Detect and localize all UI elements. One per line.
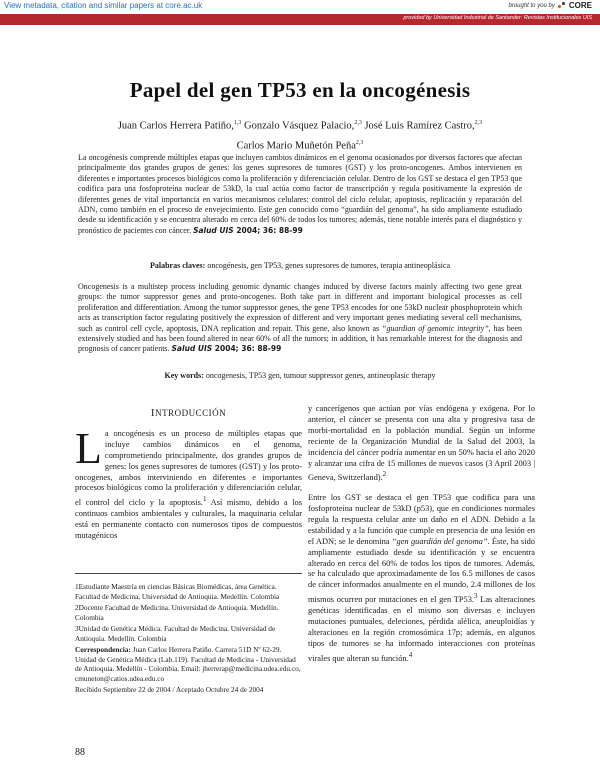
author-affil: 2,3 xyxy=(354,120,362,126)
author-line-2 xyxy=(60,135,540,155)
view-metadata-label: View metadata, citation and similar papers at xyxy=(4,1,166,10)
author-line-1 xyxy=(60,115,540,135)
keywords-en-text: oncogenesis, TP53 gen, tumour suppressor genes, antineoplasic therapy xyxy=(203,371,436,380)
author-affil: 2,3 xyxy=(474,120,483,126)
provided-by-text: provided by Universidad Industrial de Santander: Revistas Institucionales UIS xyxy=(403,15,592,21)
heading-rest: NTRODUCCIÓN xyxy=(155,408,227,418)
author-affil: 1,3 xyxy=(233,120,242,126)
core-banner xyxy=(0,0,600,13)
journal-name: Salud UIS xyxy=(193,225,234,235)
right-p1-text: y cancerígenos que actúan por vías endógena y exógena. Por lo anterior, el cáncer se presenta con una alta y progresiva tasa de morbi-mortalidad en la población mundial. Según un informe reciente de la Organización Mundial de la Salud del 2003, la incidencia del cáncer podría aumentar en un 50% hacia el año 2020 y alcanzar una cifra de 15 millones de nuevos casos (3 April 2003 | Geneva, Switzerland). xyxy=(308,404,535,483)
keywords-es-label: Palabras claves: xyxy=(150,261,206,270)
correspondence-label: Correspondencia: xyxy=(75,645,131,654)
author-name: Juan Carlos Herrera Patiño, xyxy=(117,120,234,132)
right-p2-quote: “gen guardián del genoma” xyxy=(391,536,488,546)
footnotes xyxy=(75,582,302,697)
abstract-es-text: La oncogénesis comprende múltiples etapas que incluyen cambios dinámicos en el genoma ocasionados por diversos factores que afectan principalmente dos grandes grupos de genes: los genes supresores de tumores (GST) y los proto-oncogenes. Ambos intervienen en diferentes e importantes procesos biológicos como la proliferación y diferenciación celular. Dentro de los GST se destaca el gen TP53 que codifica para una fosfoproteína nuclear de 53kD, la cual actúa como factor de transcripción y regula positivamente la expresión de diferentes genes de vital importancia en varios mecanismos celulares: control del ciclo celular, apoptosis, replicación y reparación del ADN, como también en el proceso de envejecimiento. Este gen conocido como “guardián del genoma”, ha sido ampliamente estudiado desde su identificación y se encuentra alterado en cerca del 60% de todos los tumores; además, tiene notable interés para el diagnóstico y pronóstico de pacientes con cáncer. xyxy=(78,153,522,235)
abstract-english xyxy=(78,282,522,355)
paper-title: Papel del gen TP53 en la oncogénesis xyxy=(129,78,471,102)
brought-by-label: brought to you by xyxy=(508,2,555,9)
page-number: 88 xyxy=(75,747,85,758)
core-logo-text: CORE xyxy=(568,1,592,10)
right-paragraph-2 xyxy=(308,493,535,664)
author-name: Carlos Mario Muñetón Peña xyxy=(236,140,356,151)
keywords-en-label: Key words: xyxy=(164,371,204,380)
abstract-en-part2: , has been extensively studied and has been found altered in near 60% of all the tumors; in addition, it has remarkable interest for the diagnosis and prognosis of cancer patients. xyxy=(78,323,523,354)
author-name: José Luis Ramírez Castro, xyxy=(361,120,475,132)
correspondence xyxy=(75,645,302,683)
footnote-3: 3Unidad de Genética Médica. Facultad de Medicina. Universidad de Antioquia. Medellín. Colombia xyxy=(75,624,276,643)
core-logo-icon xyxy=(558,2,566,10)
footnote-2: 2Docente Facultad de Medicina. Universidad de Antioquia. Medellín. Colombia xyxy=(75,603,279,622)
author-name: Gonzalo Vásquez Palacio, xyxy=(241,120,355,132)
right-paragraph-1 xyxy=(308,404,535,484)
heading-initial: I xyxy=(150,407,156,419)
keywords-es-text: oncogénesis, gen TP53, genes supresores de tumores, terapia antineoplásica xyxy=(205,261,450,270)
journal-name-en: Salud UIS xyxy=(171,344,213,354)
citation: 2 xyxy=(382,470,387,479)
intro-text-a: a oncogénesis es un proceso de múltiples etapas que incluye cambios dinámicos en el genoma, comprometiendo principalmente, dos grandes grupos de genes: los genes supresores de tumores (GST) y los proto-oncogenes, ambos interviniendo en diferentes e importantes procesos biológicos como la proliferación y diferenciación celular, el control del ciclo y la apoptosis. xyxy=(75,428,302,508)
right-p2-text-c: Las alteraciones genéticas identificadas en el mismo son diversas e incluyen mutaciones puntuales, deleciones, pérdida alélica, aneuploidías y alteraciones en la región cromosómica 17p; además, en algunos tipos de tumores se ha informado interacciones con proteínas virales que alteran su función. xyxy=(308,595,535,663)
footnote-rule xyxy=(75,573,302,574)
right-column xyxy=(308,404,535,673)
citation: 3 xyxy=(474,592,478,601)
keywords-english xyxy=(78,371,522,380)
abstract-spanish xyxy=(78,153,522,236)
footnote-1: 1Estudiante Maestría en ciencias Básicas Biomédicas, área Genética. Facultad de Medicina, Universidad de Antioquia. Medellín. Colombia xyxy=(75,582,280,601)
abstract-en-part1: Oncogenesis is a multistep process including genomic dynamic changes induced by diverse factors mainly affecting two gene great groups: the tumor suppressor genes and proto-oncogenes. Both take part in different and important biological processes as cell proliferation and differentiation. Among the tumor suppressor genes, the gene TP53 encodes for one 53kD nuclear phosphoprotein which acts as transcription factor regulating positively the expression of different and very important genes mediating several cell mechanisms, such as control cell cycle, apoptosis, DNA replication and repair. This gene, also known as xyxy=(78,282,522,333)
citation: 4 xyxy=(408,650,413,659)
received-dates: Recibido Septiembre 22 de 2004 / Aceptado Octubre 24 de 2004 xyxy=(75,685,264,694)
journal-reference xyxy=(193,226,303,235)
provided-by-bar xyxy=(0,14,600,25)
right-p2-text-b: . Éste, ha sido ampliamente estudiado desde su identificación y se encuentra alterado en cerca del 60% de todos los tipos de tumores. Además, se ha calculado que aproximadamente de los 6.5 millones de casos de cáncer informados anualmente en el mundo, 2.4 millones de los mismos ocurren por mutaciones en el gen TP53. xyxy=(308,536,535,605)
journal-detail-en: 2004; 36: 88-99 xyxy=(212,344,282,354)
journal-detail: 2004; 36: 88-99 xyxy=(233,225,303,235)
author-list xyxy=(60,115,540,154)
abstract-en-quote: “guardian of genomic integrity” xyxy=(381,323,489,333)
author-affil: 2,3 xyxy=(355,139,364,146)
drop-cap: L xyxy=(75,423,102,473)
intro-text-b: Así mismo, debido a los continuos cambios ambientales y culturales, la maquinaria celular está en permanente contacto con numerosos tipos de compuestos mutagénicos xyxy=(75,498,302,540)
section-heading-intro xyxy=(75,408,302,419)
journal-reference-en xyxy=(172,344,282,353)
core-link[interactable]: core.ac.uk xyxy=(165,1,203,10)
citation: 1 xyxy=(203,495,207,504)
brought-by[interactable] xyxy=(509,1,593,10)
view-metadata-text xyxy=(4,1,202,10)
keywords-spanish xyxy=(78,261,522,270)
correspondence-text: Juan Carlos Herrera Patiño. Carrera 51D Nº 62-29. Unidad de Genética Médica (Lab.119). Facultad de Medicina - Universidad de Antioquia. Medellín - Colombia. Email: jherrerap@medicina.udea.edu.co, cmuneton@catios.udea.edu.co xyxy=(75,645,301,683)
left-column xyxy=(75,408,302,551)
intro-paragraph xyxy=(75,423,302,542)
right-p2-text-a: Entre los GST se destaca el gen TP53 que codifica para una fosfoproteína nuclear de 53kD (p53), que en condiciones normales regula la respuesta celular ante un daño en el ADN. Debido a la estabilidad y a la función que cumple en presencia de una lesión en el ADN; se le denomina xyxy=(308,493,535,546)
